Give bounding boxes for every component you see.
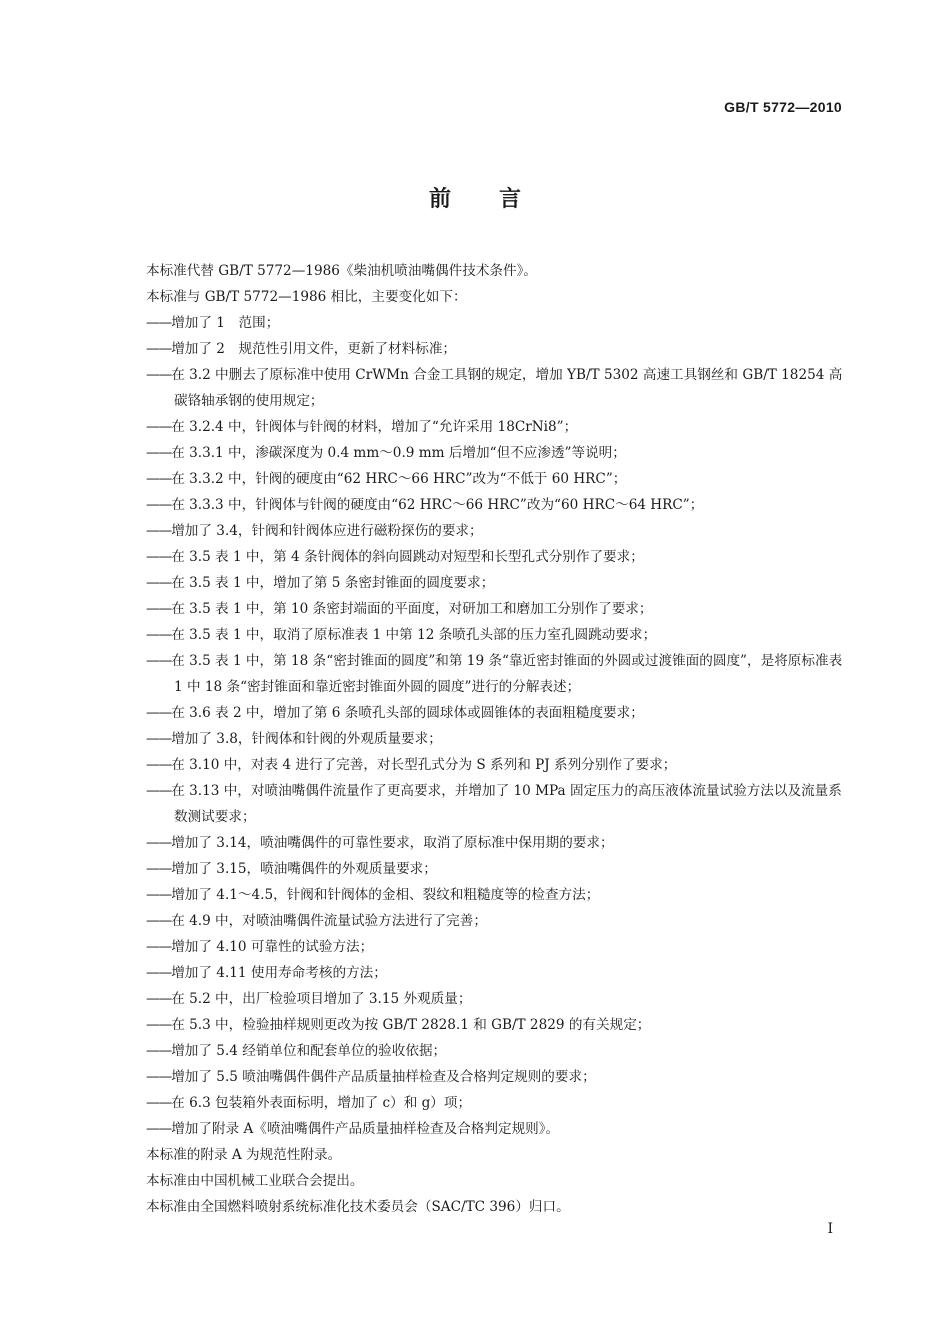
closing-paragraph: 本标准由全国燃料喷射系统标准化技术委员会（SAC/TC 396）归口。 — [146, 1199, 570, 1215]
dash-marker: —— — [146, 887, 172, 903]
change-item — [146, 466, 846, 492]
change-text: 在 3.2 中删去了原标准中使用 CrWMn 合金工具钢的规定，增加 YB/T 5302 高速工具钢丝和 GB/T 18254 高碳铬轴承钢的使用规定； — [171, 367, 843, 409]
change-text: 增加了 3.14，喷油嘴偶件的可靠性要求，取消了原标准中保用期的要求； — [171, 835, 614, 851]
change-item — [146, 778, 846, 830]
change-text: 增加了 3.8，针阀体和针阀的外观质量要求； — [171, 731, 442, 747]
dash-marker: —— — [146, 523, 172, 539]
dash-marker: —— — [146, 1095, 172, 1111]
change-text: 增加了 5.5 喷油嘴偶件偶件产品质量抽样检查及合格判定规则的要求； — [171, 1069, 596, 1085]
change-item — [146, 1064, 846, 1090]
closing-paragraph: 本标准由中国机械工业联合会提出。 — [146, 1173, 364, 1189]
page-title: 前言 — [428, 187, 569, 212]
dash-marker: —— — [146, 939, 172, 955]
change-item — [146, 986, 846, 1012]
dash-marker: —— — [146, 471, 172, 487]
changes-list — [146, 310, 846, 1142]
dash-marker: —— — [146, 341, 172, 357]
change-text: 增加了 3.4，针阀和针阀体应进行磁粉探伤的要求； — [171, 523, 483, 539]
change-item — [146, 648, 846, 700]
change-item — [146, 856, 846, 882]
change-item — [146, 1012, 846, 1038]
document-body — [146, 258, 846, 1220]
dash-marker: —— — [146, 757, 172, 773]
change-item — [146, 1116, 846, 1142]
dash-marker: —— — [146, 627, 172, 643]
dash-marker: —— — [146, 601, 172, 617]
page-number: I — [827, 1221, 833, 1237]
change-item — [146, 700, 846, 726]
change-text: 增加了 4.11 使用寿命考核的方法； — [171, 965, 387, 981]
change-item — [146, 622, 846, 648]
change-text: 增加了 3.15，喷油嘴偶件的外观质量要求； — [171, 861, 437, 877]
dash-marker: —— — [146, 835, 172, 851]
change-text: 增加了附录 A《喷油嘴偶件产品质量抽样检查及合格判定规则》。 — [171, 1121, 560, 1137]
dash-marker: —— — [146, 705, 172, 721]
change-text: 在 6.3 包装箱外表面标明，增加了 c）和 g）项； — [171, 1095, 472, 1111]
change-text: 在 3.5 表 1 中，第 10 条密封端面的平面度，对研加工和磨加工分别作了要求； — [171, 601, 653, 617]
change-item — [146, 960, 846, 986]
change-text: 在 3.2.4 中，针阀体与针阀的材料，增加了“允许采用 18CrNi8”； — [171, 419, 578, 435]
closing-paragraph: 本标准的附录 A 为规范性附录。 — [146, 1147, 342, 1163]
intro-paragraph: 本标准代替 GB/T 5772—1986《柴油机喷油嘴偶件技术条件》。 — [146, 263, 537, 279]
dash-marker: —— — [146, 1069, 172, 1085]
change-item — [146, 414, 846, 440]
change-item — [146, 362, 846, 414]
dash-marker: —— — [146, 1017, 172, 1033]
dash-marker: —— — [146, 315, 172, 331]
dash-marker: —— — [146, 367, 172, 383]
change-text: 在 3.3.1 中，渗碳深度为 0.4 mm～0.9 mm 后增加“但不应渗透”等说明； — [171, 445, 626, 461]
change-text: 在 3.5 表 1 中，第 4 条针阀体的斜向圆跳动对短型和长型孔式分别作了要求； — [171, 549, 644, 565]
change-text: 在 5.3 中，检验抽样规则更改为按 GB/T 2828.1 和 GB/T 2829 的有关规定； — [171, 1017, 651, 1033]
change-item — [146, 726, 846, 752]
change-text: 在 3.5 表 1 中，第 18 条“密封锥面的圆度”和第 19 条“靠近密封锥面的外圆或过渡锥面的圆度”，是将原标准表 1 中 18 条“密封锥面和靠近密封锥面外圆的圆度”进行的分解表述； — [171, 653, 843, 695]
change-text: 增加了 4.1～4.5，针阀和针阀体的金相、裂纹和粗糙度等的检查方法； — [171, 887, 600, 903]
change-text: 在 3.3.3 中，针阀体与针阀的硬度由“62 HRC～66 HRC”改为“60 HRC～64 HRC”； — [171, 497, 704, 513]
intro-paragraph: 本标准与 GB/T 5772—1986 相比，主要变化如下： — [146, 289, 467, 305]
change-text: 增加了 1 范围； — [171, 315, 280, 331]
change-item — [146, 336, 846, 362]
change-text: 在 5.2 中，出厂检验项目增加了 3.15 外观质量； — [171, 991, 472, 1007]
change-item — [146, 908, 846, 934]
dash-marker: —— — [146, 861, 172, 877]
dash-marker: —— — [146, 731, 172, 747]
change-text: 在 3.3.2 中，针阀的硬度由“62 HRC～66 HRC”改为“不低于 60 HRC”； — [171, 471, 627, 487]
change-item — [146, 310, 846, 336]
change-text: 在 3.5 表 1 中，增加了第 5 条密封锥面的圆度要求； — [171, 575, 495, 591]
change-item — [146, 1038, 846, 1064]
change-text: 在 3.5 表 1 中，取消了原标准表 1 中第 12 条喷孔头部的压力室孔圆跳动要求； — [171, 627, 657, 643]
change-text: 在 3.6 表 2 中，增加了第 6 条喷孔头部的圆球体或圆锥体的表面粗糙度要求； — [171, 705, 644, 721]
change-item — [146, 752, 846, 778]
standard-code: GB/T 5772—2010 — [724, 99, 842, 115]
change-text: 增加了 2 规范性引用文件，更新了材料标准； — [171, 341, 457, 357]
change-item — [146, 440, 846, 466]
dash-marker: —— — [146, 913, 172, 929]
change-text: 在 3.13 中，对喷油嘴偶件流量作了更高要求，并增加了 10 MPa 固定压力的高压液体流量试验方法以及流量系数测试要求； — [171, 783, 842, 825]
dash-marker: —— — [146, 653, 172, 669]
dash-marker: —— — [146, 575, 172, 591]
dash-marker: —— — [146, 445, 172, 461]
dash-marker: —— — [146, 419, 172, 435]
change-item — [146, 830, 846, 856]
change-item — [146, 596, 846, 622]
dash-marker: —— — [146, 497, 172, 513]
change-text: 增加了 5.4 经销单位和配套单位的验收依据； — [171, 1043, 447, 1059]
dash-marker: —— — [146, 1043, 172, 1059]
dash-marker: —— — [146, 965, 172, 981]
change-text: 在 3.10 中，对表 4 进行了完善，对长型孔式分为 S 系列和 PJ 系列分别作了要求； — [171, 757, 677, 773]
change-item — [146, 1090, 846, 1116]
change-item — [146, 518, 846, 544]
change-item — [146, 934, 846, 960]
change-item — [146, 492, 846, 518]
change-item — [146, 882, 846, 908]
change-item — [146, 570, 846, 596]
dash-marker: —— — [146, 991, 172, 1007]
change-text: 增加了 4.10 可靠性的试验方法； — [171, 939, 374, 955]
change-item — [146, 544, 846, 570]
dash-marker: —— — [146, 783, 172, 799]
dash-marker: —— — [146, 549, 172, 565]
change-text: 在 4.9 中，对喷油嘴偶件流量试验方法进行了完善； — [171, 913, 487, 929]
dash-marker: —— — [146, 1121, 172, 1137]
